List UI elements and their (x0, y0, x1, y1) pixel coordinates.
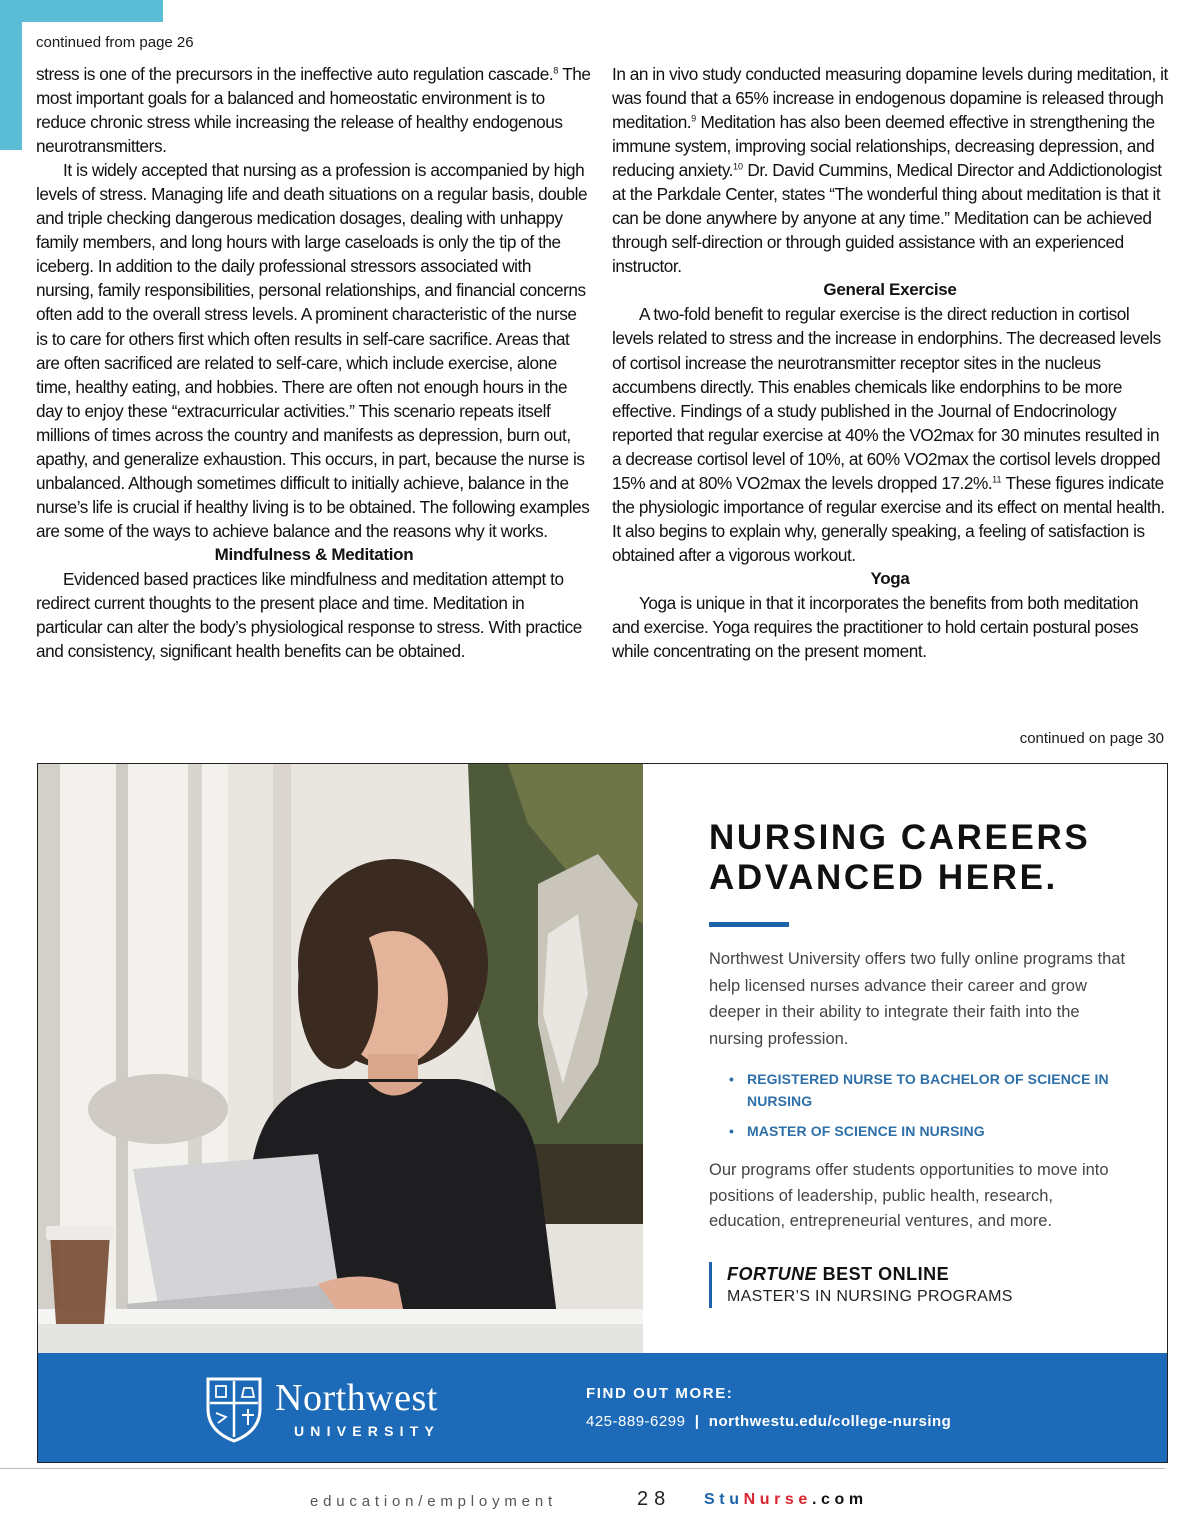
northwest-logo[interactable] (204, 1373, 474, 1443)
page-number: 28 (637, 1488, 672, 1510)
footer-divider (0, 1468, 1165, 1469)
paragraph: stress is one of the precursors in the ineffective auto regulation cascade.$^8$ The most important goals for a balanced and homeostatic environment is to reduce chronic stress while increasing the release of healthy endogenous neurotransmitters. (36, 64, 591, 157)
phone-number[interactable]: 425-889-6299 (586, 1413, 686, 1430)
section-heading-exercise: General Exercise (823, 280, 957, 300)
ad-copy (709, 818, 1129, 1308)
ad-opportunities-text: Our programs offer students opportunities to move into positions of leadership, public health, research, education, entrepreneurial ventures, and more. (709, 1161, 1109, 1230)
program-item-rn-bsn[interactable]: • REGISTERED NURSE TO BACHELOR OF SCIENCE IN NURSING (729, 1071, 1109, 1109)
logo-wordmark: Northwest (275, 1377, 438, 1419)
northwest-university-ad[interactable] (37, 763, 1168, 1463)
footer-section-label: education/employment (310, 1493, 557, 1510)
program-item-msn[interactable]: • MASTER OF SCIENCE IN NURSING (729, 1123, 985, 1139)
section-heading-yoga: Yoga (870, 568, 910, 588)
stunurse-site-link[interactable]: StuNurse.com (704, 1491, 868, 1508)
logo-subtitle: UNIVERSITY (294, 1423, 441, 1439)
paragraph: It is widely accepted that nursing as a profession is accompanied by high levels of stress. Managing life and death situations on a regular basis, double and triple checking dangerous medication dosages, dealing with unhappy family members, and long hours with large caseloads is only the tip of the iceberg. In addition to the daily professional stressors associated with nursing, family responsibilities, personal relationships, and financial concerns often add to the overall stress levels. A prominent characteristic of the nurse is to care for others first which often results in self-care sacrifice. Areas that are often sacrificed are related to self-care, which include exercise, alone time, healthy eating, and hobbies. There are often not enough hours in the day to enjoy these “extracurricular activities.” This scenario repeats itself millions of times across the country and manifests as depression, burn out, apathy, and generalize exhaustion. This occurs, in part, because the nurse is unbalanced. Although sometimes difficult to initially achieve, balance in the nurse’s life is crucial if healthy living is to be obtained. The following examples are some of the ways to achieve balance and the reasons why it works. (36, 160, 590, 541)
section-heading-mindfulness: Mindfulness & Meditation (214, 544, 414, 564)
contact-separator: | (685, 1413, 709, 1430)
shield-crest-icon (204, 1373, 264, 1443)
continued-from-note: continued from page 26 (36, 34, 194, 51)
fortune-callout: FORTUNE BEST ONLINE MASTER’S IN NURSING PROGRAMS (709, 1262, 1129, 1308)
paragraph: In an in vivo study conducted measuring dopamine levels during meditation, it was found that a 65% increase in endogenous dopamine is released through meditation.$^9$ Meditation has also been deemed effective in strengthening the immune system, improving social relationships, decreasing depression, and reducing anxiety.$^{10}$ Dr. David Cummins, Medical Director and Addictionologist at the Parkdale Center, states “The wonderful thing about meditation is that it can be done anywhere by anyone at any time.” Meditation can be achieved through self-direction or through guided assistance with an experienced instructor. (612, 64, 1168, 277)
article-right-column (612, 62, 1168, 663)
paragraph: Yoga is unique in that it incorporates the benefits from both meditation and exercise. Yoga requires the practitioner to hold certain postural poses while concentrating on the present moment. (612, 592, 1139, 662)
continued-on-note: continued on page 30 (1019, 730, 1164, 747)
ad-contact-bar (38, 1353, 1168, 1463)
page-footer (0, 1488, 1200, 1514)
contact-line (586, 1413, 951, 1430)
website-link[interactable]: northwestu.edu/college-nursing (708, 1413, 952, 1430)
program-list (729, 1068, 1129, 1142)
paragraph: Evidenced based practices like mindfulness and meditation attempt to redirect current thoughts to the present place and time. Meditation in particular can alter the body’s physiological response to stress. With practice and consistency, significant health benefits can be obtained. (36, 568, 582, 662)
paragraph: A two-fold benefit to regular exercise is the direct reduction in cortisol levels related to stress and the increase in endorphins. The decreased levels of cortisol increase the neurotransmitter receptor sites in the nucleus accumbens directly. This enables chemicals like endorphins to be more effective. Findings of a study published in the Journal of Endocrinology reported that regular exercise at 40% the VO2max for 30 minutes resulted in a decrease cortisol level of 10%, at 60% VO2max the cortisol levels dropped 15% and at 80% VO2max the levels dropped 17.2%.$^{11}$ These figures indicate the physiologic importance of regular exercise and its effect on mental health. It also begins to explain why, generally speaking, a feeling of satisfaction is obtained after a vigorous workout. (612, 304, 1165, 565)
headline-underline (709, 922, 789, 927)
ad-photo-nurse-laptop (38, 764, 643, 1354)
ad-headline: NURSING CAREERS ADVANCED HERE. (709, 818, 1091, 897)
article-left-column (36, 62, 592, 663)
find-out-more-label: FIND OUT MORE: (586, 1385, 734, 1402)
corner-accent-side (0, 0, 22, 150)
ad-intro-text: Northwest University offers two fully online programs that help licensed nurses advance their career and grow deeper in their ability to integrate their faith into the nursing profession. (709, 950, 1126, 1048)
corner-accent-tab (0, 0, 163, 22)
